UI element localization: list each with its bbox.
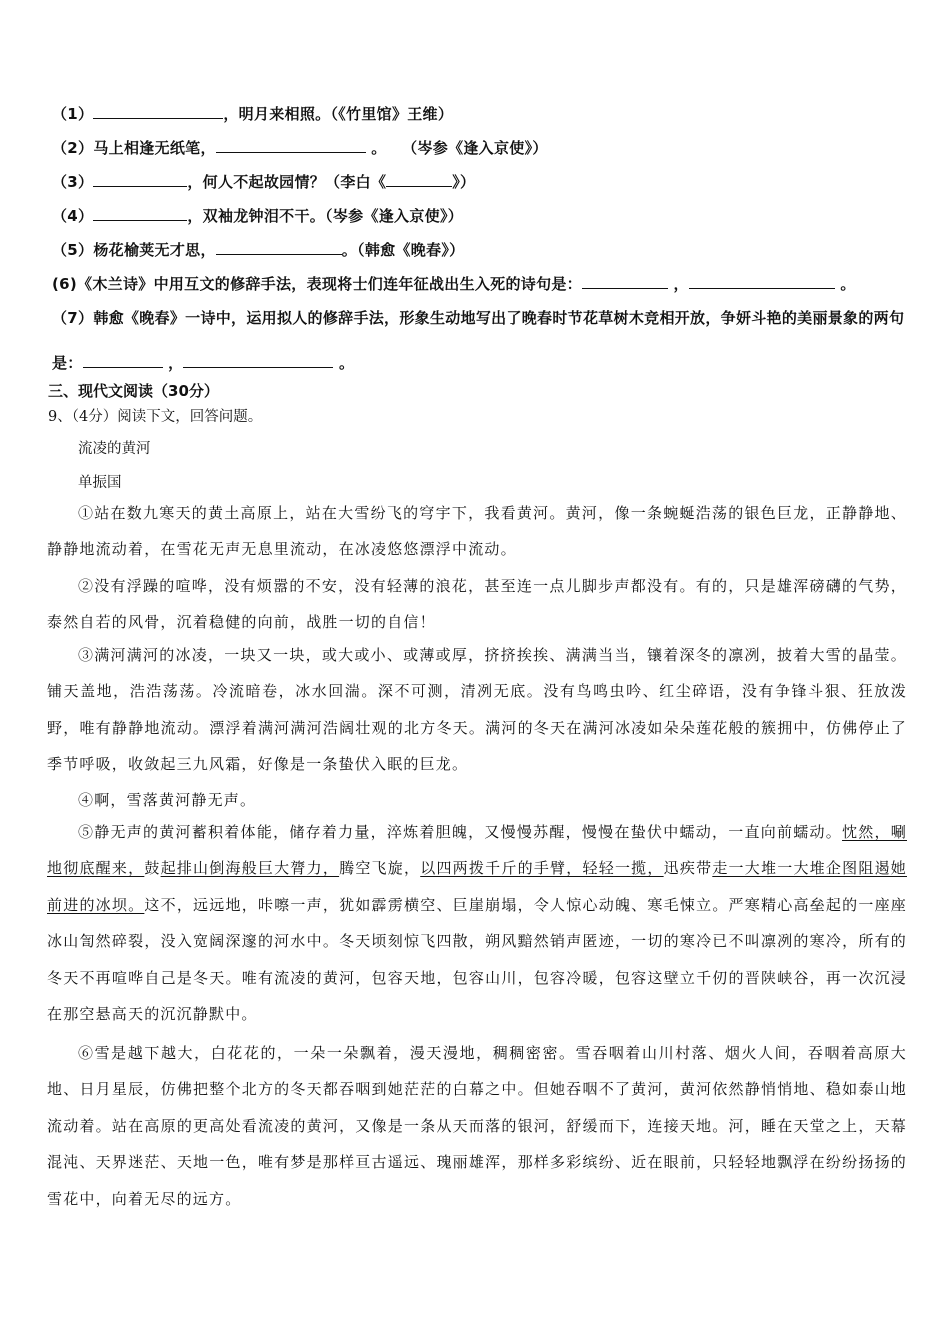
article-author: 单振国	[78, 475, 122, 491]
underlined-segment: 以四两拨千斤的手臂，轻轻一揽，	[420, 859, 664, 878]
text-segment: 迅疾带	[663, 859, 713, 878]
answer-blank[interactable]	[183, 353, 333, 368]
answer-blank[interactable]	[582, 274, 668, 289]
text-segment: 鼓	[144, 859, 161, 878]
answer-blank[interactable]	[93, 206, 187, 221]
item-number: （3）	[52, 173, 94, 191]
item-text: ，明月来相照。（《竹里馆》王维）	[223, 105, 454, 123]
fill-in-item-5	[52, 239, 464, 260]
answer-blank[interactable]	[93, 104, 223, 119]
item-text: 。	[333, 354, 355, 372]
item-text: 。（韩愈《晚春》）	[341, 241, 465, 259]
fill-in-item-1	[52, 103, 453, 124]
paragraph-5	[47, 814, 907, 1032]
paragraph-2: ②没有浮躁的喧哗，没有烦嚣的不安，没有轻薄的浪花，甚至连一点儿脚步声都没有。有的，只是雄浑磅礴的气势，泰然自若的风骨，沉着稳健的向前，战胜一切的自信！	[47, 577, 907, 632]
item-text: 。	[834, 275, 856, 293]
text-segment: 腾空飞旋，	[339, 859, 421, 878]
answer-blank[interactable]	[216, 138, 366, 153]
answer-blank[interactable]	[83, 353, 163, 368]
paragraph-3: ③满河满河的冰凌，一块又一块，或大或小、或薄或厚，挤挤挨挨、满满当当，镶着深冬的凛冽，披着大雪的晶莹。铺天盖地，浩浩荡荡。冷流暗卷，冰水回湍。深不可测，清冽无底。没有鸟鸣虫吟、红尘碎语，没有争锋斗狠、狂放泼野，唯有静静地流动。漂浮着满河满河浩阔壮观的北方冬天。满河的冬天在满河冰凌如朵朵莲花般的簇拥中，仿佛停止了季节呼吸，收敛起三九风霜，好像是一条蛰伏入眠的巨龙。	[47, 646, 907, 774]
item-text: 韩愈《晚春》一诗中，运用拟人的修辞手法，形象生动地写出了晚春时节花草树木竞相开放，争妍斗艳的美丽景象的两句是：	[52, 309, 905, 372]
item-number: （5）	[52, 241, 94, 259]
item-number: （1）	[52, 105, 94, 123]
item-text: ，双袖龙钟泪不干。（岑参《逢入京使》）	[187, 207, 464, 225]
fill-in-item-7	[52, 296, 912, 386]
item-number: （7）	[52, 309, 94, 327]
item-number: (6)	[52, 275, 78, 293]
item-text: 》）	[452, 173, 476, 191]
underlined-segment: 走一大堆一大堆企图阻遏她前进的冰坝。	[47, 859, 907, 914]
answer-blank[interactable]	[689, 274, 835, 289]
item-text: ，	[162, 354, 184, 372]
section-heading: 三、现代文阅读（30分）	[48, 382, 219, 400]
paragraph-4: ④啊，雪落黄河静无声。	[78, 791, 257, 809]
item-text: 杨花榆荚无才思，	[93, 241, 216, 259]
item-number: （2）	[52, 139, 94, 157]
item-text: ，	[667, 275, 689, 293]
text-segment: ⑤静无声的黄河蓄积着体能，储存着力量，淬炼着胆魄，又慢慢苏醒，慢慢在蛰伏中蠕动，一直向前蠕动。	[78, 823, 843, 841]
fill-in-item-4	[52, 205, 463, 226]
item-text: ，何人不起故园情？（李白《	[187, 173, 387, 191]
item-text: 《木兰诗》中用互文的修辞手法，表现将士们连年征战出生入死的诗句是：	[77, 275, 582, 293]
fill-in-item-2	[52, 137, 548, 158]
fill-in-item-6	[52, 273, 856, 294]
paragraph-6: ⑥雪是越下越大，白花花的，一朵一朵飘着，漫天漫地，稠稠密密。雪吞咽着山川村落、烟火人间，吞咽着高原大地、日月星辰，仿佛把整个北方的冬天都吞咽到她茫茫的白幕之中。但她吞咽不了黄河，黄河依然静悄悄地、稳如泰山地流动着。站在高原的更高处看流凌的黄河，又像是一条从天而落的银河，舒缓而下，连接天地。河，睡在天堂之上，天幕混沌、天界迷茫、天地一色，唯有梦是那样亘古遥远、瑰丽雄浑，那样多彩缤纷、近在眼前，只轻轻地飘浮在纷纷扬扬的雪花中，向着无尽的远方。	[47, 1044, 907, 1208]
article-title: 流凌的黄河	[78, 441, 151, 457]
item-number: （4）	[52, 207, 94, 225]
underlined-segment: 忱然，唰地彻底醒来，	[47, 823, 907, 878]
paragraph-1: ①站在数九寒天的黄土高原上，站在大雪纷飞的穹宇下，我看黄河。黄河，像一条蜿蜒浩荡的银色巨龙，正静静地、静静地流动着，在雪花无声无息里流动，在冰凌悠悠漂浮中流动。	[47, 504, 907, 559]
underlined-segment: 起排山倒海般巨大膂力，	[160, 859, 340, 878]
question-prompt: 9、（4分）阅读下文，回答问题。	[48, 409, 263, 425]
fill-in-item-3	[52, 171, 475, 192]
answer-blank[interactable]	[386, 172, 452, 187]
item-text: 。 （岑参《逢入京使》）	[365, 139, 548, 157]
answer-blank[interactable]	[93, 172, 187, 187]
text-segment: 这不，远远地，咔嚓一声，犹如霹雳横空、巨崖崩塌，令人惊心动魄、寒毛悚立。严寒精心高垒起的一座座冰山訇然碎裂，没入宽阔深邃的河水中。冬天顷刻惊飞四散，朔风黯然销声匿迹，一切的寒冷已不叫凛冽的寒冷，所有的冬天不再喧哗自己是冬天。唯有流凌的黄河，包容天地，包容山川，包容冷暖，包容这壁立千仞的晋陕峡谷，再一次沉浸在那空悬高天的沉沉静默中。	[47, 895, 908, 1024]
answer-blank[interactable]	[216, 240, 342, 255]
item-text: 马上相逢无纸笔，	[93, 139, 216, 157]
